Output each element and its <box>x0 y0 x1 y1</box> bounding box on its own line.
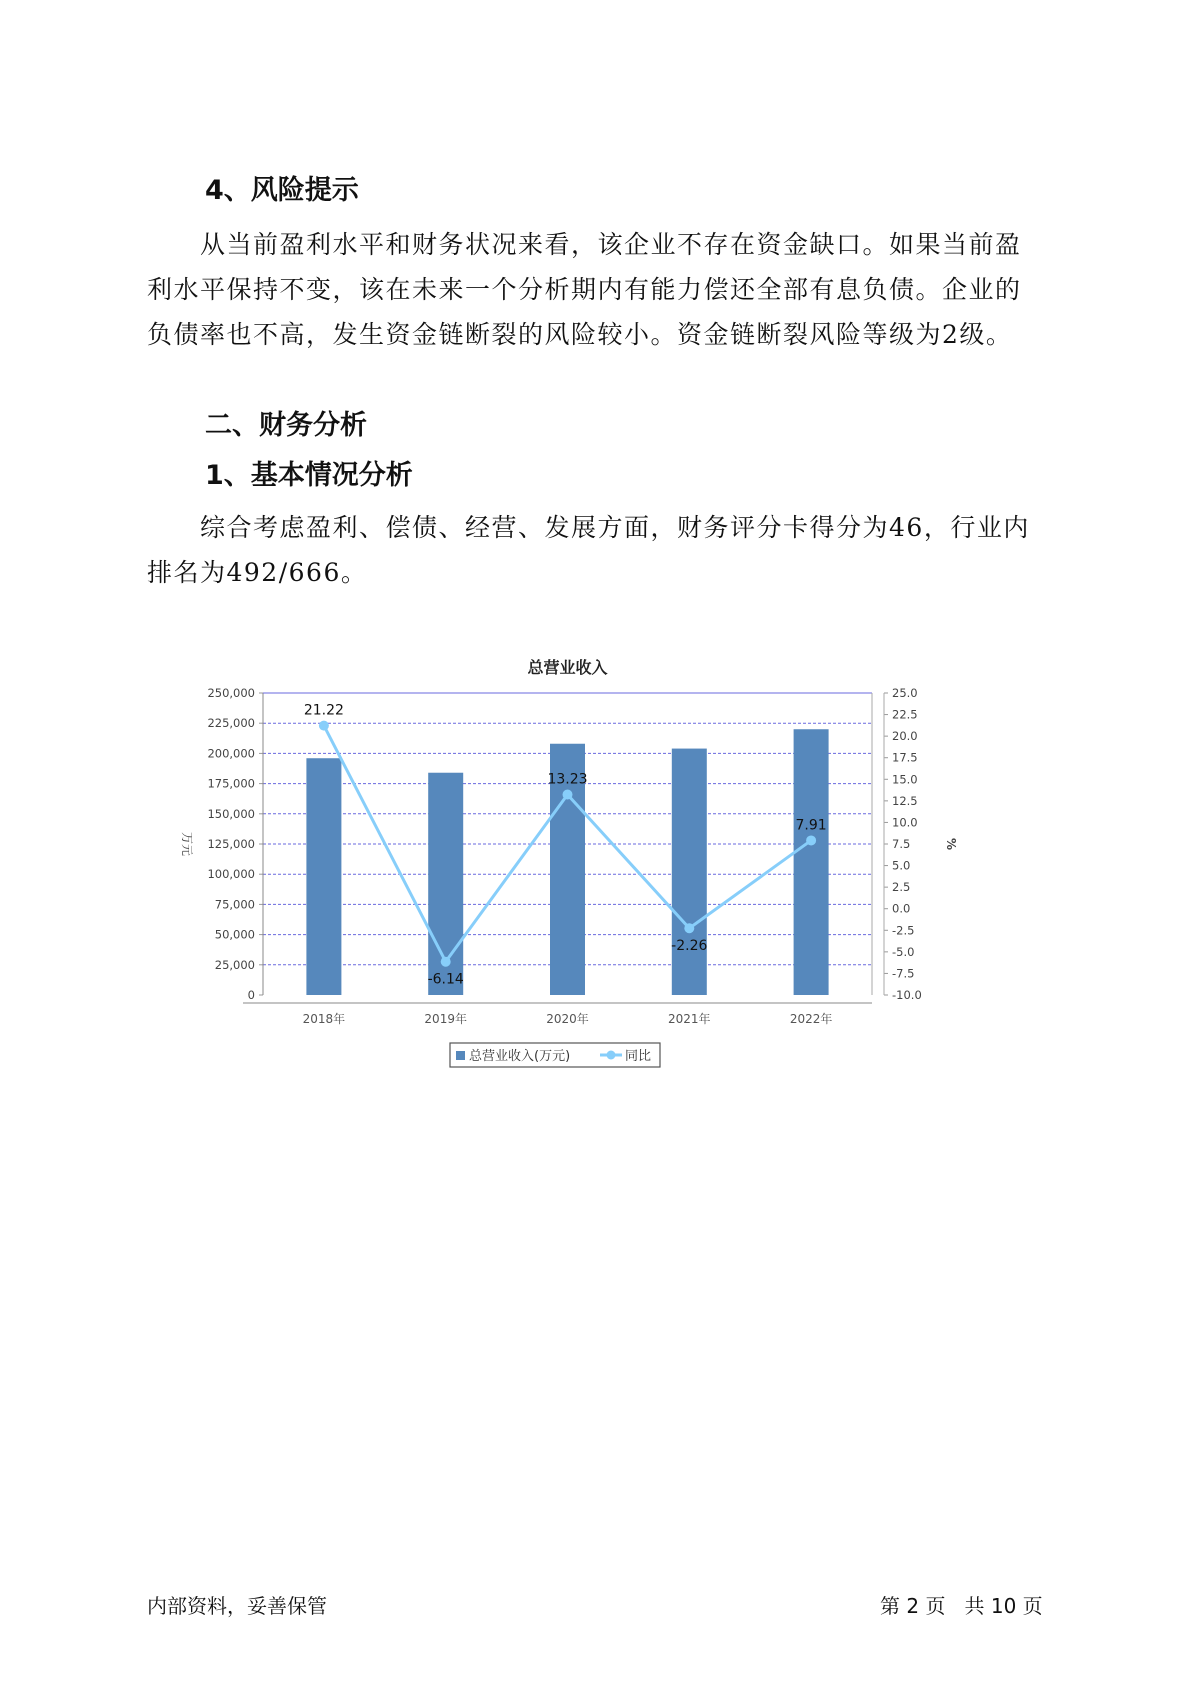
y-tick-label: 50,000 <box>214 927 255 942</box>
legend-line-marker <box>607 1051 616 1060</box>
y-tick-label: 175,000 <box>207 776 255 791</box>
y-tick-label: 75,000 <box>214 897 255 912</box>
y-tick-label: 25,000 <box>214 957 255 972</box>
y2-tick-label: -2.5 <box>892 923 915 938</box>
yoy-data-label: -2.26 <box>671 938 708 955</box>
revenue-bar <box>306 758 341 995</box>
footer-confidential: 内部资料，妥善保管 <box>147 1594 327 1618</box>
y2-tick-label: 5.0 <box>892 858 911 873</box>
y-tick-label: 250,000 <box>207 686 255 700</box>
y-tick-label: 0 <box>247 988 255 1002</box>
yoy-point <box>563 790 573 800</box>
yoy-data-label: -6.14 <box>427 971 464 988</box>
finance-paragraph: 综合考虑盈利、偿债、经营、发展方面，财务评分卡得分为46，行业内排名为492/666。 <box>147 513 1030 587</box>
revenue-chart <box>170 655 1040 1125</box>
y2-axis-label: % <box>944 837 958 851</box>
y-tick-label: 100,000 <box>207 867 255 882</box>
y-tick-label: 150,000 <box>207 806 255 821</box>
finance-heading: 二、财务分析 <box>205 410 367 441</box>
legend-bar-swatch <box>456 1051 465 1060</box>
yoy-data-label: 13.23 <box>547 771 588 788</box>
y-tick-label: 225,000 <box>207 716 255 731</box>
y-axis-label: 万元 <box>180 831 194 857</box>
yoy-data-label: 21.22 <box>303 702 344 719</box>
y2-tick-label: 12.5 <box>892 793 918 808</box>
yoy-point <box>441 957 451 967</box>
x-tick-label: 2018年 <box>302 1012 346 1026</box>
y2-tick-label: 7.5 <box>892 837 911 851</box>
yoy-data-label: 7.91 <box>795 817 827 834</box>
risk-paragraph: 从当前盈利水平和财务状况来看，该企业不存在资金缺口。如果当前盈利水平保持不变，该在未来一个分析期内有能力偿还全部有息负债。企业的负债率也不高，发生资金链断裂的风险较小。资金链断裂风险等级为2级。 <box>147 230 1022 349</box>
x-tick-label: 2019年 <box>424 1012 467 1026</box>
yoy-point <box>684 923 694 933</box>
yoy-point <box>806 835 816 845</box>
y2-tick-label: 10.0 <box>892 815 918 830</box>
footer-page-number: 第 2 页 共 10 页 <box>880 1594 1043 1618</box>
revenue-bar <box>672 749 707 995</box>
y2-tick-label: 20.0 <box>892 729 918 744</box>
x-tick-label: 2021年 <box>668 1012 711 1026</box>
y-tick-label: 125,000 <box>207 837 255 851</box>
y2-tick-label: 17.5 <box>892 750 918 765</box>
y2-tick-label: 15.0 <box>892 772 918 787</box>
x-tick-label: 2022年 <box>789 1012 833 1026</box>
y2-tick-label: 22.5 <box>892 707 918 722</box>
revenue-bar <box>794 729 829 995</box>
y2-tick-label: 25.0 <box>892 686 918 700</box>
yoy-point <box>319 721 329 731</box>
y2-tick-label: 2.5 <box>892 880 911 895</box>
legend-line-label: 同比 <box>625 1049 652 1064</box>
y2-tick-label: 0.0 <box>892 901 911 916</box>
basic-analysis-heading: 1、基本情况分析 <box>205 460 413 491</box>
y-tick-label: 200,000 <box>207 746 255 761</box>
y2-tick-label: -10.0 <box>892 988 922 1002</box>
y2-tick-label: -5.0 <box>892 944 915 959</box>
risk-heading: 4、风险提示 <box>205 175 359 206</box>
chart-svg <box>170 655 1040 1125</box>
x-tick-label: 2020年 <box>546 1012 589 1026</box>
chart-title: 总营业收入 <box>527 658 608 677</box>
legend-bar-label: 总营业收入(万元) <box>469 1049 571 1064</box>
y2-tick-label: -7.5 <box>892 966 915 981</box>
